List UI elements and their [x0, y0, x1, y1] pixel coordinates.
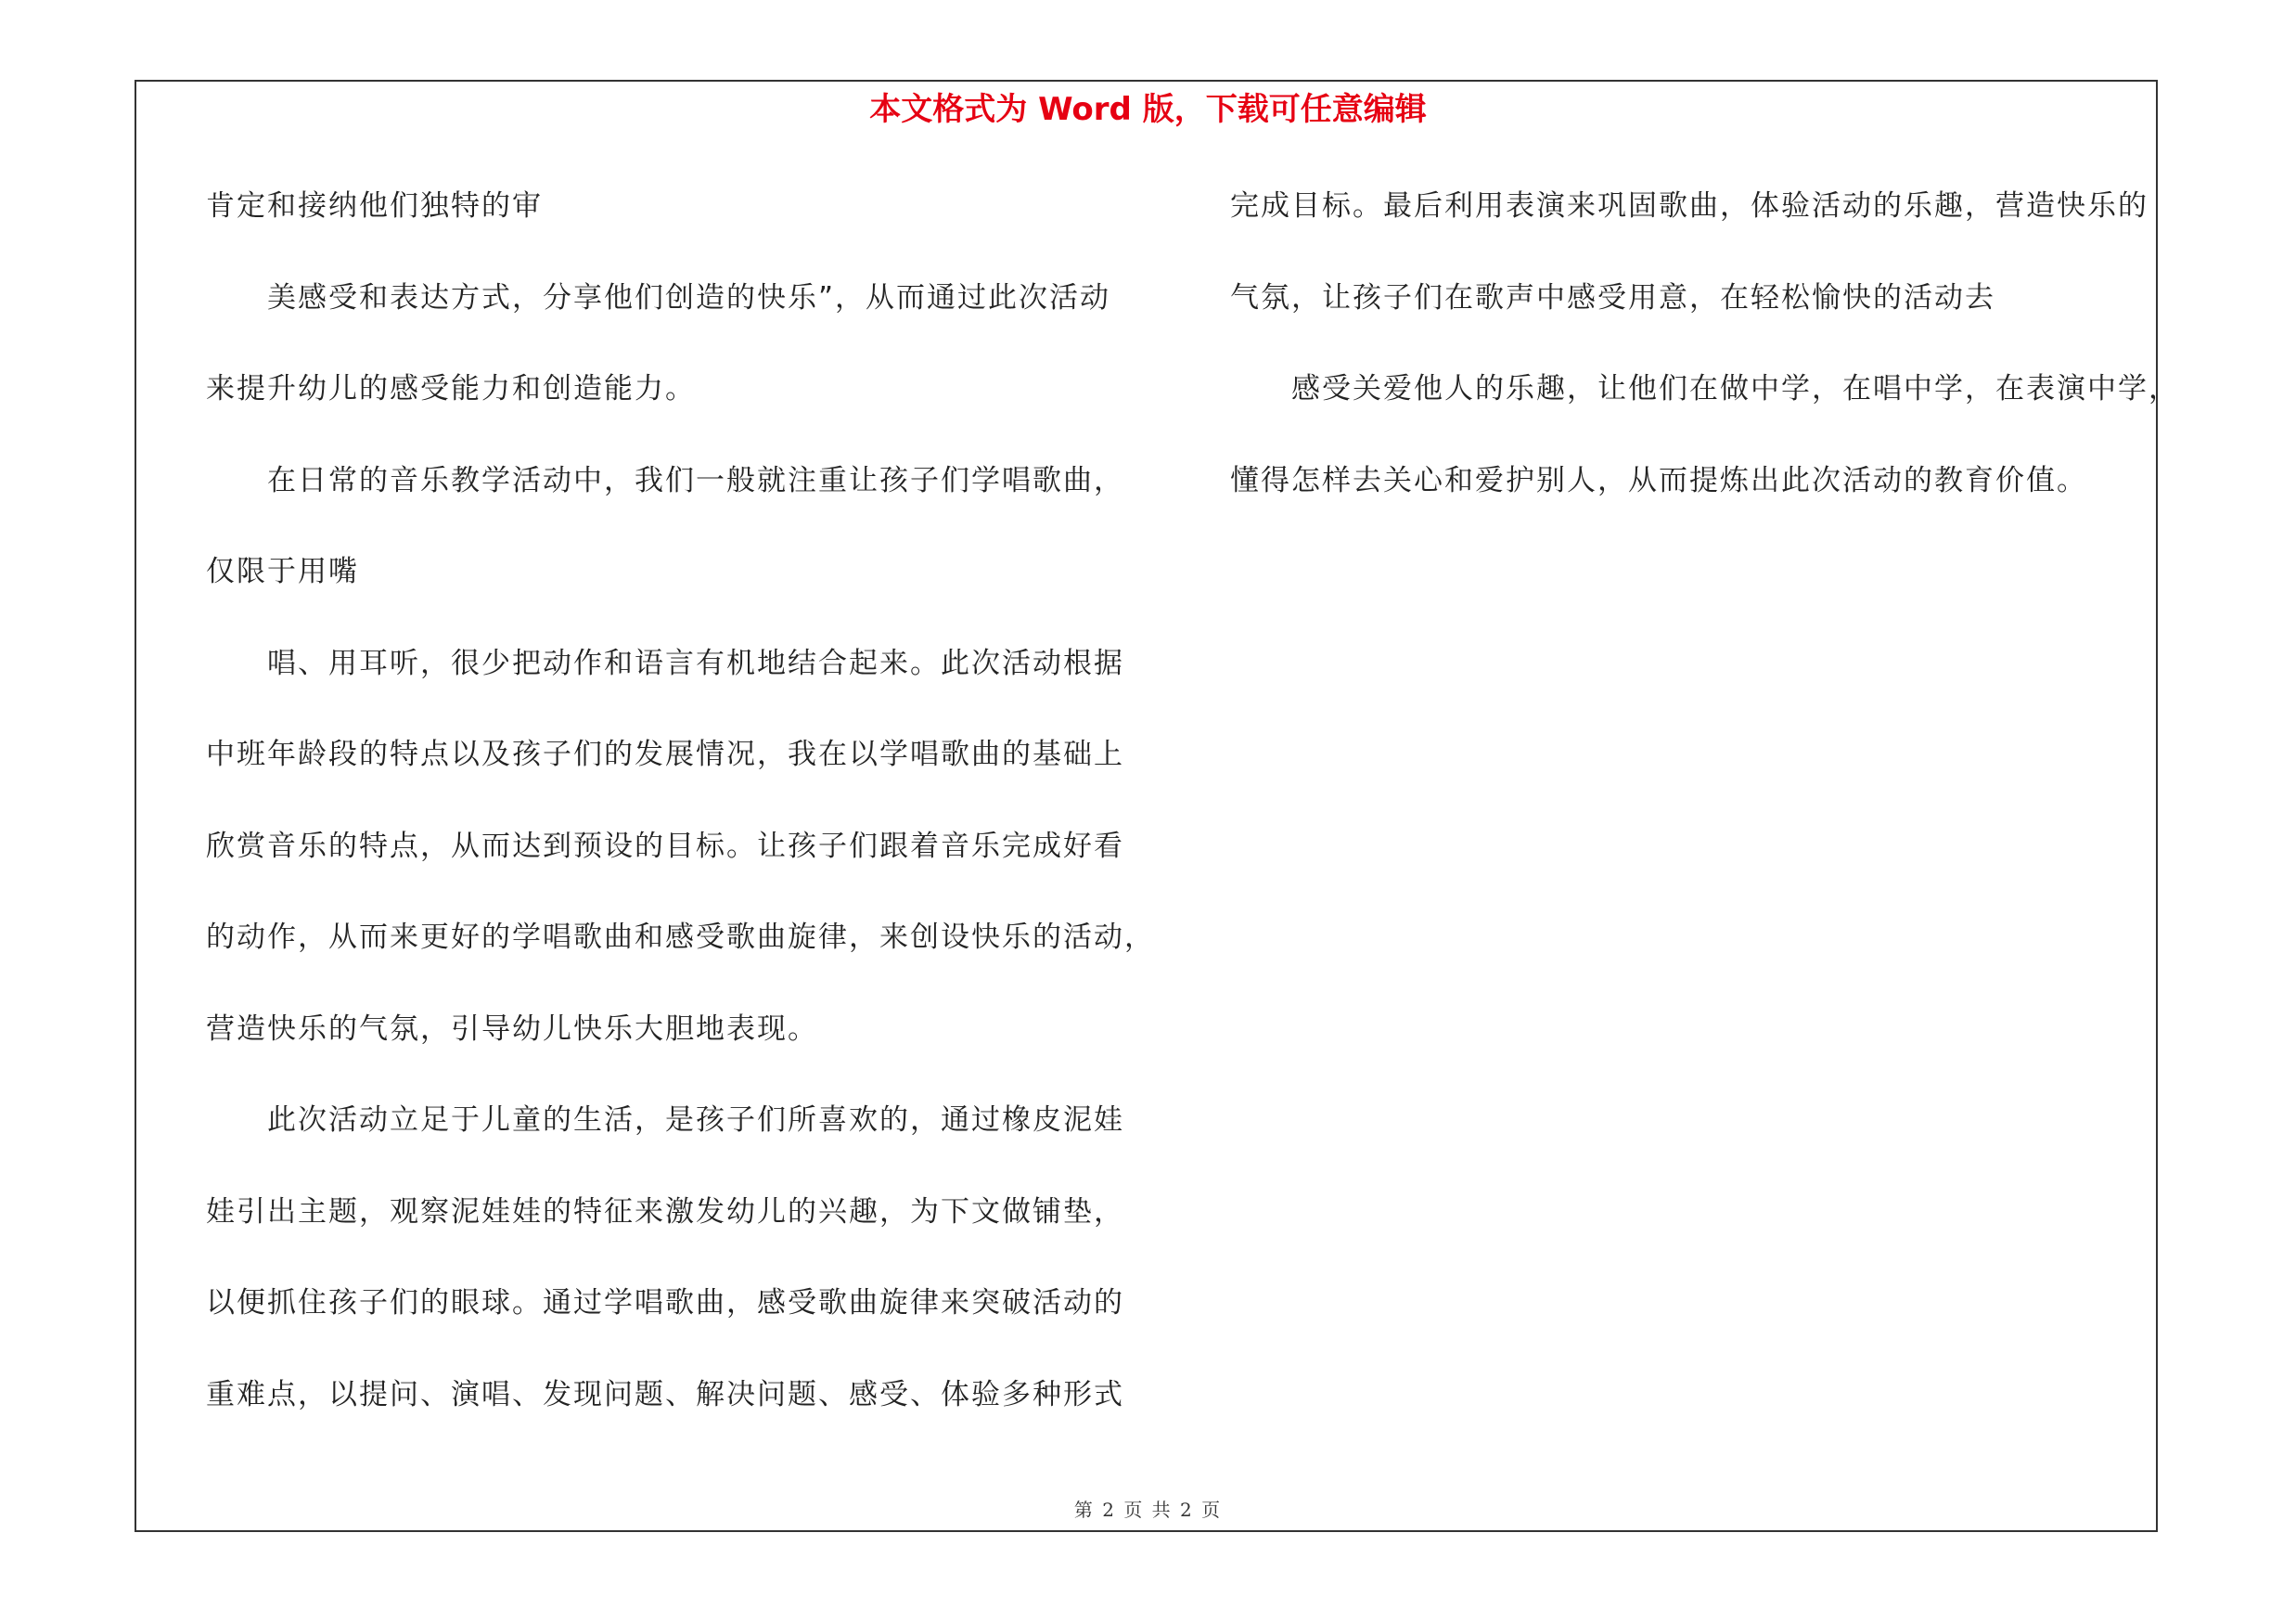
text-line: 懂得怎样去关心和爱护别人，从而提炼出此次活动的教育价值。: [1230, 463, 2087, 497]
page-number: 第 2 页 共 2 页: [1073, 1499, 1223, 1521]
text-line: 唱、用耳听，很少把动作和语言有机地结合起来。此次活动根据: [267, 646, 1124, 680]
text-line: 美感受和表达方式，分享他们创造的快乐”，从而通过此次活动: [267, 280, 1111, 315]
text-line: 仅限于用嘴: [206, 555, 359, 588]
text-line: 气氛，让孩子们在歌声中感受用意，在轻松愉快的活动去: [1230, 280, 1995, 315]
text-line: 来提升幼儿的感受能力和创造能力。: [206, 372, 696, 406]
text-line: 此次活动立足于儿童的生活，是孩子们所喜欢的，通过橡皮泥娃: [267, 1103, 1124, 1137]
text-line: 营造快乐的气氛，引导幼儿快乐大胆地表现。: [206, 1011, 818, 1046]
right-column: [1230, 186, 2179, 551]
text-line: 肯定和接纳他们独特的审: [206, 189, 543, 223]
text-line: 重难点，以提问、演唱、发现问题、解决问题、感受、体验多种形式: [206, 1377, 1124, 1411]
text-line: 完成目标。最后利用表演来巩固歌曲，体验活动的乐趣，营造快乐的: [1230, 189, 2148, 223]
left-column: [206, 186, 1155, 1465]
text-line: 以便抓住孩子们的眼球。通过学唱歌曲，感受歌曲旋律来突破活动的: [206, 1286, 1124, 1320]
text-line: 娃引出主题，观察泥娃娃的特征来激发幼儿的兴趣，为下文做铺垫，: [206, 1194, 1124, 1229]
header-banner: 本文格式为 Word 版，下载可任意编辑: [869, 91, 1427, 128]
text-line: 中班年龄段的特点以及孩子们的发展情况，我在以学唱歌曲的基础上: [206, 738, 1124, 771]
text-line: 欣赏音乐的特点，从而达到预设的目标。让孩子们跟着音乐完成好看: [206, 829, 1124, 863]
text-line: 感受关爱他人的乐趣，让他们在做中学，在唱中学，在表演中学，: [1291, 372, 2179, 406]
text-line: 的动作，从而来更好的学唱歌曲和感受歌曲旋律，来创设快乐的活动，: [206, 921, 1155, 954]
text-line: 在日常的音乐教学活动中，我们一般就注重让孩子们学唱歌曲，: [267, 463, 1124, 497]
